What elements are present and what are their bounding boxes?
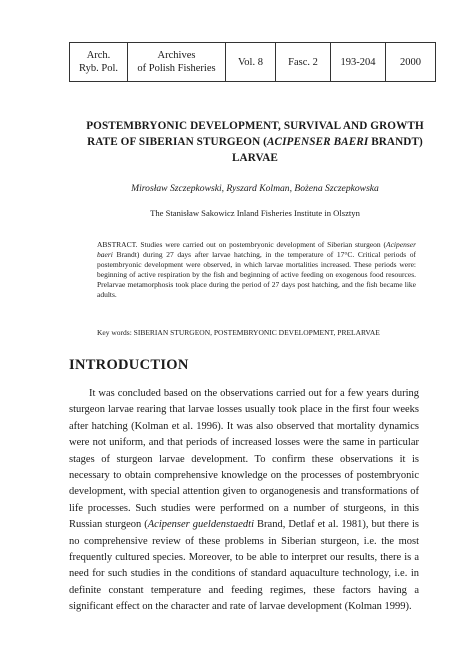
header-cell-journal-abbrev bbox=[70, 43, 128, 82]
header-cell-volume bbox=[226, 43, 276, 82]
header-text: Fasc. 2 bbox=[288, 56, 318, 68]
header-text: Arch. bbox=[86, 50, 111, 61]
intro-paragraph bbox=[69, 386, 419, 616]
header-cell-pages bbox=[331, 43, 386, 82]
header-text: 2000 bbox=[400, 56, 421, 68]
header-cell-journal-name bbox=[128, 43, 226, 82]
header-text: Vol. 8 bbox=[238, 56, 263, 68]
keywords: Key words: SIBERIAN STURGEON, POSTEMBRYONIC DEVELOPMENT, PRELARVAE bbox=[97, 328, 380, 337]
section-heading: INTRODUCTION bbox=[69, 357, 189, 373]
paragraph-species: Acipenser gueldenstaedti bbox=[147, 519, 255, 531]
journal-header-table bbox=[69, 42, 436, 82]
paragraph-text: Brand, Detlaf et al. 1981), but there is no comprehensive review of these problems in Siberian sturgeon, i.e. the most frequently cultured species. Moreover, to be able to interpret our results, there is a need for such studies in the conditions of standard aquaculture technology, i.e. in definite constant temperature and feeding regimes, these factors having a significant effect on the character and rate of larvae development (Kolman 1999). bbox=[69, 519, 419, 613]
title-species: ACIPENSER BAERI bbox=[266, 136, 369, 148]
abstract-text: Brandt) during 27 days after larvae hatching, in the temperature of 17°C. Critical periods of postembryonic development were observed, in which larvae mortalities increased. These periods were: beginning of active respiration by the fish and beginning of active feeding on exogenous food resources. Prelarvae metamorphosis took place during the period of 27 days post hatching, and the fish became like adults. bbox=[97, 250, 416, 299]
article-title bbox=[80, 118, 430, 166]
paragraph-text: It was concluded based on the observations carried out for a few years during sturgeon larvae rearing that larvae losses usually took place in the first four weeks after hatching (Kolman et al. 1996). It was also observed that mortality dynamics were not uniform, and that periods of increased losses were the same in particular stages of sturgeon larvae development. To confirm these observations it is necessary to obtain comprehensive knowledge on the processes of postembryonic development, with special attention given to organogenesis and transformations of life processes. Such studies were performed on a number of sturgeons, in this Russian sturgeon ( bbox=[69, 388, 419, 531]
author-list: Mirosław Szczepkowski, Ryszard Kolman, Bożena Szczepkowska bbox=[131, 183, 379, 194]
header-cell-year bbox=[386, 43, 436, 82]
title-part: POSTEMBRYONIC DEVELOPMENT, SURVIVAL AND GROWTH RATE OF SIBERIAN STURGEON ( bbox=[86, 120, 424, 148]
header-text: Ryb. Pol. bbox=[79, 63, 118, 74]
header-text: 193-204 bbox=[340, 56, 376, 68]
abstract bbox=[97, 240, 416, 300]
abstract-text: ABSTRACT. Studies were carried out on postembryonic development of Siberian sturgeon ( bbox=[97, 240, 386, 249]
abstract-species: Acipenser baeri bbox=[97, 240, 416, 259]
header-text: Archives bbox=[157, 50, 196, 61]
header-cell-fascicle bbox=[276, 43, 331, 82]
header-text: of Polish Fisheries bbox=[137, 63, 216, 74]
title-part: BRANDT) LARVAE bbox=[231, 136, 423, 164]
affiliation: The Stanisław Sakowicz Inland Fisheries Institute in Olsztyn bbox=[150, 208, 360, 218]
